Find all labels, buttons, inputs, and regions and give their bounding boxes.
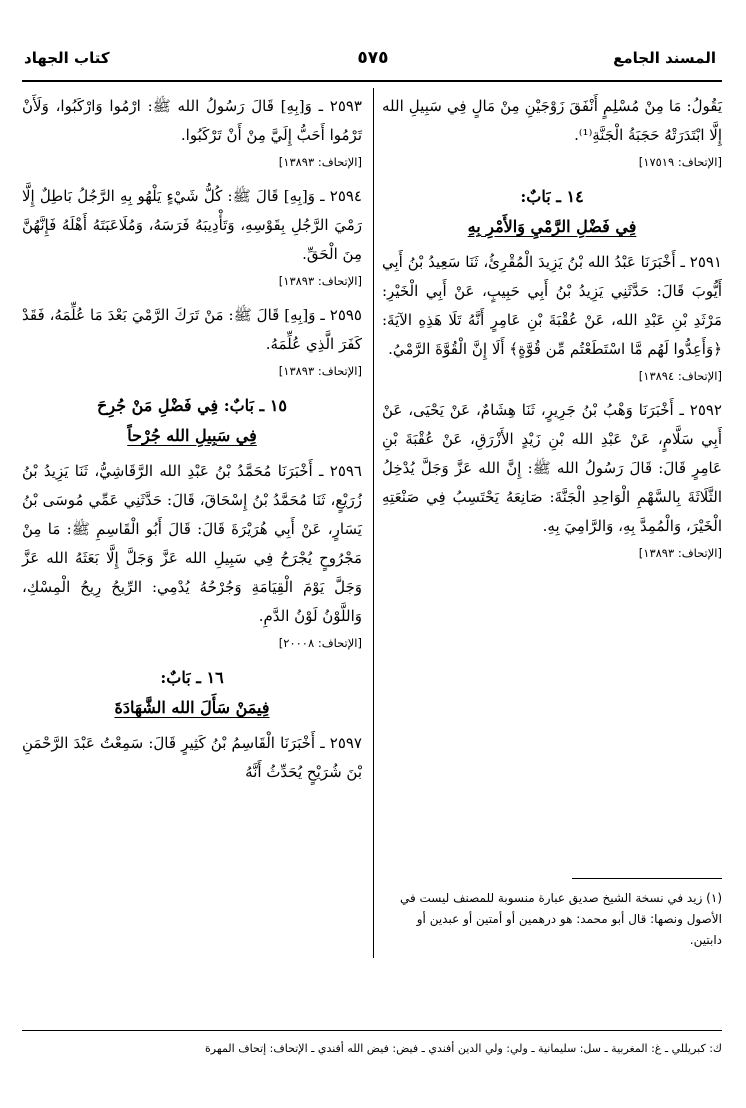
header-chapter-title: كتاب الجهاد <box>24 49 110 67</box>
header-rule <box>22 80 722 82</box>
abbreviations-line: ك: كبريللي ـ غ: المغربية ـ سل: سليمانية ـ ولي: ولي الدين أفندي ـ فيض: فيض الله أفندي ـ الإتحاف: إتحاف المهرة <box>205 1042 722 1055</box>
left-column <box>22 92 362 787</box>
hadith-2591: ٢٥٩١ ـ أَخْبَرَنَا عَبْدُ الله بْنُ يَزِيدَ الْمُقْرِئُ، ثَنَا سَعِيدُ بْنُ أَبِي أَيُّوبَ قَالَ: حَدَّثَنِي يَزِيدُ بْنُ أَبِي حَبِيبٍ، عَنْ أَبِي الْخَيْرِ: مَرْثَدِ بْنِ عَبْدِ الله، عَنْ عُقْبَةَ بْنِ عَامِرٍ أَنَّهُ تَلَا هَذِهِ الآيَةَ: ﴿وَأَعِدُّوا لَهُم مَّا اسْتَطَعْتُم مِّن قُوَّةٍ﴾ أَلَا إِنَّ الْقُوَّةَ الرَّمْيُ. <box>382 253 722 358</box>
section-14-heading <box>382 182 722 242</box>
section-16-number: ١٦ ـ بَابٌ: <box>160 668 224 687</box>
hadith-2596-reference: [الإتحاف: ٢٠٠٠٨] <box>278 636 362 650</box>
hadith-2592: ٢٥٩٢ ـ أَخْبَرَنَا وَهْبُ بْنُ جَرِيرٍ، ثَنَا هِشَامٌ، عَنْ يَحْيَى، عَنْ أَبِي سَلَّامٍ، عَنْ عَبْدِ الله بْنِ زَيْدٍ الأَزْرَقِ، عَنْ عُقْبَةَ بْنِ عَامِرٍ قَالَ: قَالَ رَسُولُ الله ﷺ: إِنَّ الله عَزَّ وَجَلَّ يُدْخِلُ الثَّلَاثَةَ بِالسَّهْمِ الْوَاحِدِ الْجَنَّةَ: صَانِعَهُ يَحْتَسِبُ فِي صَنْعَتِهِ الْخَيْرَ، وَالْمُمِدَّ بِهِ، وَالرَّامِيَ بِهِ. <box>382 401 722 535</box>
section-16-heading <box>22 663 362 723</box>
section-14-title: فِي فَضْلِ الرَّمْيِ وَالأَمْرِ بِهِ <box>467 217 637 236</box>
section-15-heading <box>22 391 362 451</box>
hadith-2594: ٢٥٩٤ ـ وَ[بِهِ] قَالَ ﷺ: كُلُّ شَيْءٍ يَلْهُو بِهِ الرَّجُلُ بَاطِلٌ إِلَّا رَمْيَ الرَّجُلِ بِقَوْسِهِ، وَتَأْدِيبَهُ فَرَسَهُ، وَمُلَاعَبَتَهُ أَهْلَهُ فَإِنَّهُنَّ مِنَ الْحَقِّ. <box>22 187 362 263</box>
bottom-rule <box>22 1030 722 1031</box>
hadith-2595: ٢٥٩٥ ـ وَ[بِهِ] قَالَ ﷺ: مَنْ تَرَكَ الرَّمْيَ بَعْدَ مَا عُلِّمَهُ، فَقَدْ كَفَرَ الَّذِي عُلِّمَهُ. <box>22 306 362 353</box>
section-14-number: ١٤ ـ بَابٌ: <box>520 187 584 206</box>
hadith-2592-reference: [الإتحاف: ١٣٨٩٣] <box>638 546 722 560</box>
hadith-2597: ٢٥٩٧ ـ أَخْبَرَنَا الْقَاسِمُ بْنُ كَثِيرٍ قَالَ: سَمِعْتُ عَبْدَ الرَّحْمَنِ بْنَ شُرَيْحٍ يُحَدِّثُ أَنَّهُ <box>22 734 362 781</box>
right-column <box>382 92 722 573</box>
section-15-title: فِي سَبِيلِ الله جُرْحاً <box>127 426 257 445</box>
hadith-2595-reference: [الإتحاف: ١٣٨٩٣] <box>278 364 362 378</box>
footnote-1: (١) زيد في نسخة الشيخ صديق عبارة منسوبة للمصنف ليست في الأصول ونصها: قال أبو محمد: هو درهمين أو أمتين أو عبدين أو دابتين. <box>399 891 722 947</box>
hadith-2596: ٢٥٩٦ ـ أَخْبَرَنَا مُحَمَّدُ بْنُ عَبْدِ الله الرَّقَاشِيُّ، ثَنَا يَزِيدُ بْنُ زُرَيْعٍ، ثَنَا مُحَمَّدُ بْنُ إِسْحَاقَ، قَالَ: حَدَّثَنِي عَمِّي مُوسَى بْنُ يَسَارٍ، عَنْ أَبِي هُرَيْرَةَ قَالَ: قَالَ أَبُو الْقَاسِمِ ﷺ: مَا مِنْ مَجْرُوحٍ يُجْرَحُ فِي سَبِيلِ الله عَزَّ وَجَلَّ إِلَّا بَعَثَهُ الله عَزَّ وَجَلَّ يَوْمَ الْقِيَامَةِ وَجُرْحُهُ يُدْمِي: الرِّيحُ رِيحُ الْمِسْكِ، وَاللَّوْنُ لَوْنُ الدَّمِ. <box>22 462 362 625</box>
section-15-number: ١٥ ـ بَابٌ: فِي فَضْلِ مَنْ جُرِحَ <box>96 396 287 415</box>
hadith-2594-reference: [الإتحاف: ١٣٨٩٣] <box>278 274 362 288</box>
column-separator <box>373 88 374 958</box>
hadith-2591-reference: [الإتحاف: ١٣٨٩٤] <box>638 369 722 383</box>
page-number: ٥٧٥ <box>357 48 389 68</box>
intro-text: يَقُولُ: مَا مِنْ مُسْلِمٍ أَنْفَقَ زَوْجَيْنِ مِنْ مَالٍ فِي سَبِيلِ الله إِلَّا ابْتَدَرَتْهُ حَجَبَةُ الْجَنَّةِ⁽¹⁾. <box>382 97 722 144</box>
hadith-2593: ٢٥٩٣ ـ وَ[بِهِ] قَالَ رَسُولُ الله ﷺ: ارْمُوا وَارْكَبُوا، وَلَأَنْ تَرْمُوا أَحَبُّ إِلَيَّ مِنْ أَنْ تَرْكَبُوا. <box>22 97 362 144</box>
hadith-2593-reference: [الإتحاف: ١٣٨٩٣] <box>278 155 362 169</box>
intro-reference: [الإتحاف: ١٧٥١٩] <box>638 155 722 169</box>
section-16-title: فِيمَنْ سَأَلَ الله الشَّهَادَةَ <box>114 698 270 717</box>
header-book-title: المسند الجامع <box>613 49 716 67</box>
footnote-rule <box>572 878 722 879</box>
